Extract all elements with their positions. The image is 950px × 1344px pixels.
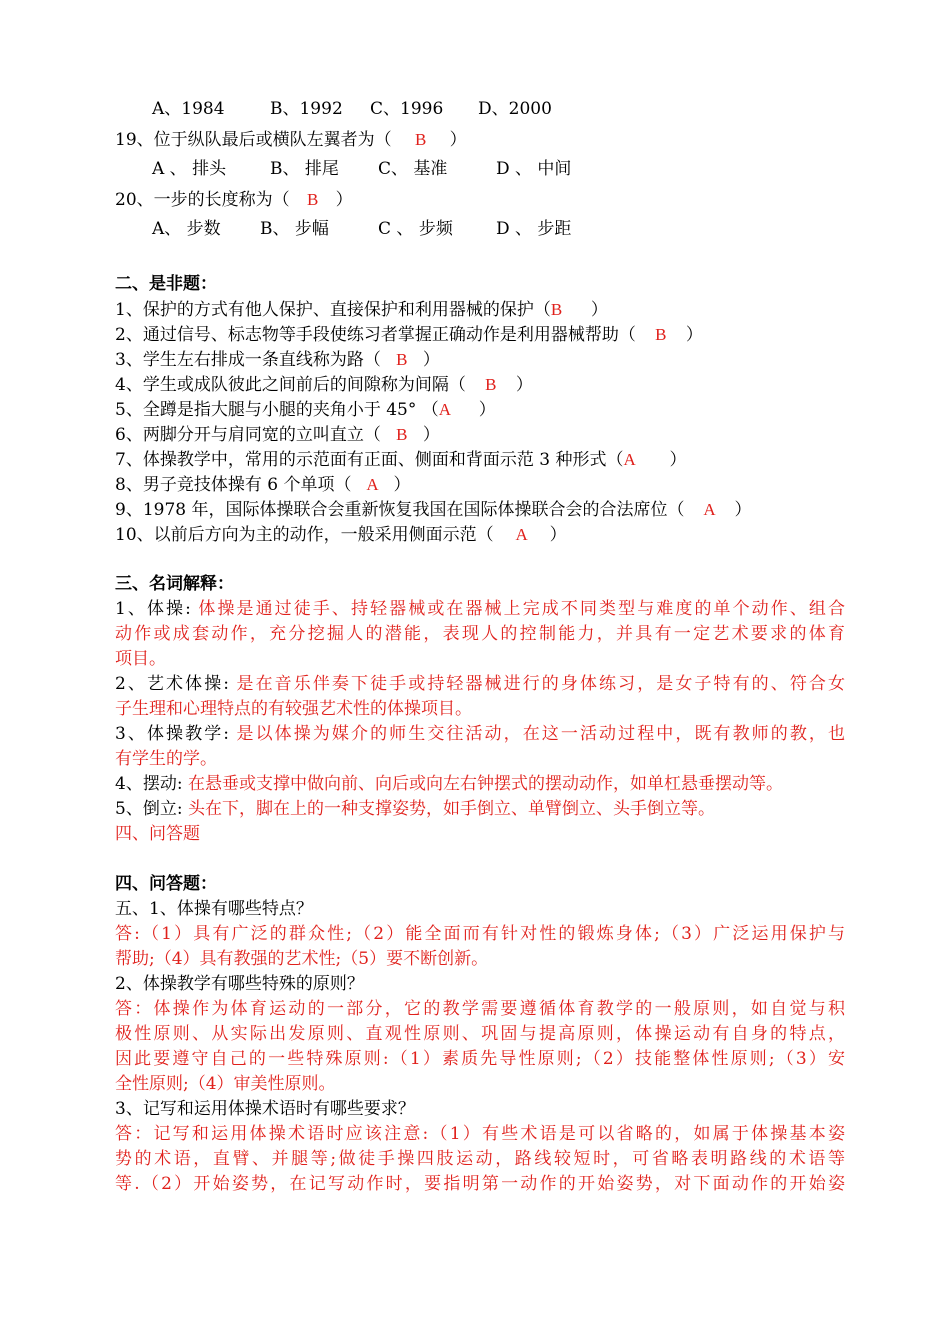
q19-suffix: ）: [449, 130, 467, 150]
tf-item-text: 9、1978 年，国际体操联合会重新恢复我国在国际体操联合会的合法席位（: [115, 500, 685, 520]
tf-item-suffix: ）: [422, 350, 440, 370]
tf-item: [115, 447, 845, 472]
definition-text: 是以体操为媒介的师生交往活动，在这一活动过程中，既有教师的教，也: [236, 724, 845, 744]
answer-line: 答:（1）具有广泛的群众性;（2）能全面而有针对性的锻炼身体;（3）广泛运用保护与: [115, 924, 845, 944]
q20-question: [115, 187, 845, 212]
q20-option-a: A、 步数: [152, 219, 221, 239]
q19-text: 19、位于纵队最后或横队左翼者为（: [115, 130, 392, 150]
answer-line: 全性原则;（4）审美性原则。: [115, 1074, 336, 1094]
tf-item: [115, 347, 845, 372]
section3-trailing: 四、问答题: [115, 824, 200, 844]
q19-question: [115, 127, 845, 152]
section3-title: 三、名词解释：: [115, 574, 234, 594]
section2-title: 二、是非题：: [115, 274, 217, 294]
tf-item: [115, 422, 845, 447]
tf-item-text: 1、保护的方式有他人保护、直接保护和利用器械的保护（: [115, 300, 551, 320]
answer-line: 等.（2）开始姿势，在记写动作时，要指明第一动作的开始姿势，对下面动作的开始姿: [115, 1174, 845, 1194]
q19-option-a: A 、 排头: [152, 159, 227, 179]
term-label: 3、体操教学:: [115, 724, 237, 744]
q20-option-d: D 、 步距: [496, 219, 572, 239]
section4-title: 四、问答题：: [115, 874, 217, 894]
q20-suffix: ）: [335, 190, 353, 210]
definition-line: [115, 772, 845, 797]
tf-item-suffix: ）: [393, 475, 411, 495]
q18-options: [152, 97, 882, 122]
q19-answer: B: [414, 130, 427, 149]
tf-item-text: 3、学生左右排成一条直线称为路（: [115, 350, 381, 370]
q18-option-d: D、2000: [478, 99, 552, 119]
term-label: 5、倒立:: [115, 799, 188, 819]
tf-item-text: 5、全蹲是指大腿与小腿的夹角小于 45° （: [115, 400, 439, 420]
tf-item-suffix: ）: [549, 525, 567, 545]
answer-line: 势的术语，直臂、并腿等;做徒手操四肢运动，路线较短时，可省略表明路线的术语等: [115, 1149, 845, 1169]
tf-item-answer: A: [703, 500, 716, 519]
tf-item: [115, 497, 845, 522]
q20-text: 20、一步的长度称为（: [115, 190, 290, 210]
q20-option-b: B、 步幅: [260, 219, 329, 239]
q19-option-b: B、 排尾: [270, 159, 339, 179]
answer-line: 答：体操作为体育运动的一部分，它的教学需要遵循体育教学的一般原则，如自觉与积: [115, 999, 845, 1019]
answer-line: 答：记写和运用体操术语时应该注意:（1）有些术语是可以省略的，如属于体操基本姿: [115, 1124, 845, 1144]
definition-text: 头在下，脚在上的一种支撑姿势，如手倒立、单臂倒立、头手倒立等。: [187, 799, 715, 819]
definition-line: [115, 597, 845, 622]
tf-item: [115, 397, 845, 422]
tf-item-answer: A: [515, 525, 528, 544]
tf-item-answer: A: [438, 400, 452, 419]
definition-line: [115, 672, 845, 697]
q18-option-c: C、1996: [370, 99, 444, 119]
tf-item-answer: B: [396, 350, 408, 369]
tf-item-answer: A: [366, 475, 379, 494]
tf-item-suffix: ）: [478, 400, 496, 420]
definition-text: 在悬垂或支撑中做向前、向后或向左右钟摆式的摆动动作，如单杠悬垂摆动等。: [187, 774, 783, 794]
question-1: 五、1、体操有哪些特点？: [115, 899, 313, 919]
tf-item-answer: B: [655, 325, 667, 344]
tf-item-text: 8、男子竞技体操有 6 个单项（: [115, 475, 352, 495]
answer-line: 帮助;（4）具有教强的艺术性;（5）要不断创新。: [115, 949, 489, 969]
tf-item-text: 4、学生或成队彼此之间前后的间隙称为间隔（: [115, 375, 466, 395]
tf-item-answer: A: [623, 450, 636, 469]
answer-line: 因此要遵守自己的一些特殊原则:（1）素质先导性原则;（2）技能整体性原则;（3）安: [115, 1049, 845, 1069]
tf-item-text: 10、以前后方向为主的动作，一般采用侧面示范（: [115, 525, 494, 545]
definition-line: 有学生的学。: [115, 749, 217, 769]
tf-item-suffix: ）: [685, 325, 703, 345]
q19-option-c: C、 基准: [378, 159, 448, 179]
term-label: 4、摆动:: [115, 774, 188, 794]
definition-line: [115, 797, 845, 822]
definition-text: 体操是通过徒手、持轻器械或在器械上完成不同类型与难度的单个动作、组合: [198, 599, 846, 619]
answer-line: 极性原则、从实际出发原则、直观性原则、巩固与提高原则，体操运动有自身的特点，: [115, 1024, 845, 1044]
definition-line: 子生理和心理特点的有较强艺术性的体操项目。: [115, 699, 472, 719]
tf-item-suffix: ）: [515, 375, 533, 395]
tf-item-suffix: ）: [669, 450, 687, 470]
tf-item: [115, 372, 845, 397]
tf-item-suffix: ）: [734, 500, 752, 520]
definition-line: [115, 722, 845, 747]
tf-item-answer: B: [485, 375, 497, 394]
q20-option-c: C 、 步频: [378, 219, 453, 239]
tf-item-answer: B: [550, 300, 563, 319]
q18-option-a: A、1984: [152, 99, 225, 119]
term-label: 2、艺术体操:: [115, 674, 237, 694]
definition-text: 是在音乐伴奏下徒手或持轻器械进行的身体练习，是女子特有的、符合女: [236, 674, 845, 694]
definition-line: 动作或成套动作，充分挖掘人的潜能，表现人的控制能力，并具有一定艺术要求的体育: [115, 624, 845, 644]
question-2: 2、体操教学有哪些特殊的原则？: [115, 974, 364, 994]
q19-option-d: D 、 中间: [496, 159, 572, 179]
tf-item: [115, 522, 845, 547]
tf-item-text: 6、两脚分开与肩同宽的立叫直立（: [115, 425, 381, 445]
tf-item-answer: B: [396, 425, 408, 444]
tf-item-suffix: ）: [590, 300, 608, 320]
q20-answer: B: [306, 190, 319, 209]
definition-line: 项目。: [115, 649, 166, 669]
question-3: 3、记写和运用体操术语时有哪些要求？: [115, 1099, 415, 1119]
tf-item-text: 2、通过信号、标志物等手段使练习者掌握正确动作是利用器械帮助（: [115, 325, 636, 345]
q18-option-b: B、1992: [270, 99, 343, 119]
tf-item: [115, 322, 845, 347]
term-label: 1、体操:: [115, 599, 199, 619]
q20-options: [152, 217, 882, 242]
tf-item-text: 7、体操教学中，常用的示范面有正面、侧面和背面示范 3 种形式（: [115, 450, 624, 470]
q19-options: [152, 157, 882, 182]
tf-item: [115, 297, 845, 322]
tf-item: [115, 472, 845, 497]
tf-item-suffix: ）: [422, 425, 440, 445]
